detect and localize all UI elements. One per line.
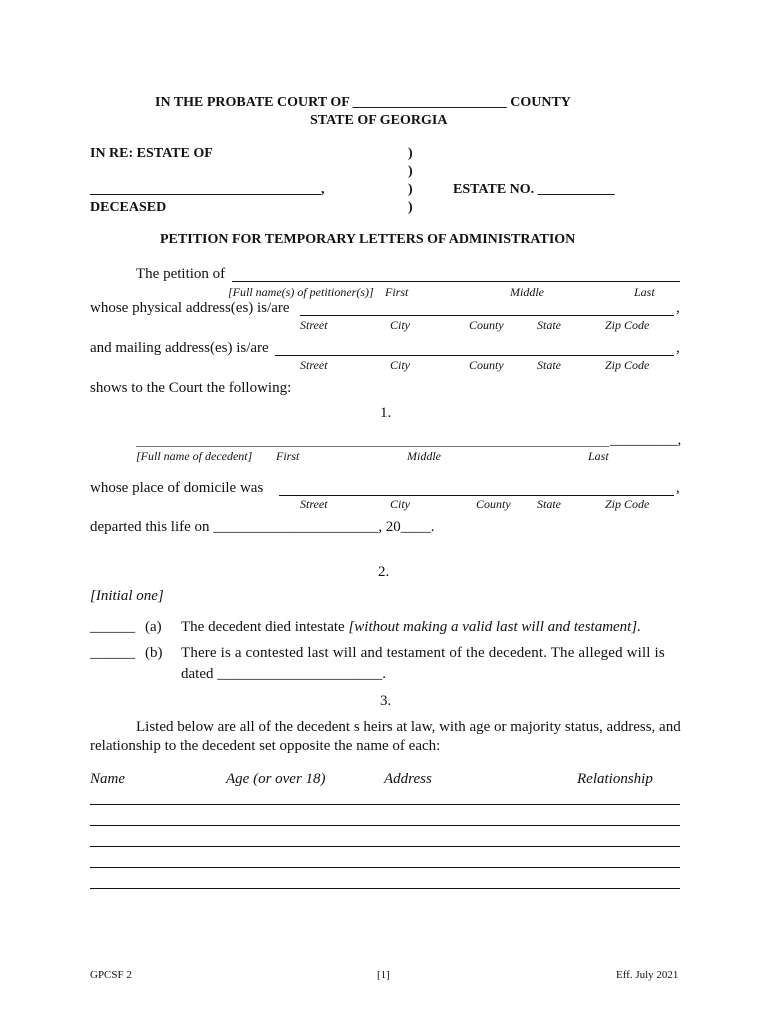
decedent-first-label: First: [276, 449, 300, 463]
court-suffix: COUNTY: [510, 95, 571, 110]
state-heading: STATE OF GEORGIA: [310, 113, 448, 128]
initial-one-instruction: [Initial one]: [90, 588, 164, 604]
heir-row-line[interactable]: [90, 825, 680, 826]
form-id: GPCSF 2: [90, 969, 132, 981]
decedent-name-tail[interactable]: _________,: [610, 432, 682, 448]
petitioner-name-field[interactable]: [232, 281, 680, 282]
estate-no-blank[interactable]: ___________: [537, 182, 615, 197]
physical-address-comma: ,: [676, 300, 680, 316]
domicile-city-label: City: [390, 497, 410, 511]
mailing-city-label: City: [390, 358, 410, 372]
option-b-initial-blank[interactable]: ______: [90, 645, 135, 661]
section-3-number: 3.: [380, 693, 392, 709]
column-name: Name: [90, 771, 125, 787]
physical-zip-label: Zip Code: [605, 318, 650, 332]
heir-row-line[interactable]: [90, 867, 680, 868]
mailing-county-label: County: [469, 358, 504, 372]
heir-row-line[interactable]: [90, 846, 680, 847]
caption-paren: ): [408, 164, 413, 179]
domicile-lead: whose place of domicile was: [90, 480, 264, 496]
caption-paren: ): [408, 182, 413, 197]
section-1-number: 1.: [380, 405, 392, 421]
court-prefix: IN THE PROBATE COURT OF: [155, 95, 350, 110]
mailing-address-comma: ,: [676, 340, 680, 356]
column-relationship: Relationship: [577, 771, 653, 787]
mailing-state-label: State: [537, 358, 561, 372]
estate-no-label: ESTATE NO.: [453, 182, 535, 197]
petitioner-sub-label: [Full name(s) of petitioner(s)]: [228, 285, 374, 299]
option-a-italic-note: [without making a valid last will and testament].: [348, 619, 641, 635]
option-a-statement: The decedent died intestate: [181, 619, 345, 635]
column-address: Address: [384, 771, 432, 787]
document-title: PETITION FOR TEMPORARY LETTERS OF ADMINISTRATION: [160, 232, 576, 247]
section-2-number: 2.: [378, 564, 390, 580]
petitioner-middle-label: Middle: [510, 285, 544, 299]
heirs-paragraph-line-1: Listed below are all of the decedent s heirs at law, with age or majority status, address, and: [136, 719, 681, 735]
mailing-address-field[interactable]: [275, 355, 674, 356]
court-header: [155, 95, 571, 111]
decedent-sub-label: [Full name of decedent]: [136, 449, 253, 463]
domicile-zip-label: Zip Code: [605, 497, 650, 511]
option-a-label: (a): [145, 619, 162, 635]
physical-address-field[interactable]: [300, 315, 674, 316]
domicile-street-label: Street: [300, 497, 328, 511]
departed-this-life[interactable]: departed this life on ______________________, 20____.: [90, 519, 435, 535]
decedent-last-label: Last: [588, 449, 609, 463]
physical-street-label: Street: [300, 318, 328, 332]
physical-address-lead: whose physical address(es) is/are: [90, 300, 290, 316]
mailing-address-lead: and mailing address(es) is/are: [90, 340, 269, 356]
decedent-name-field[interactable]: [136, 446, 609, 447]
physical-state-label: State: [537, 318, 561, 332]
column-age: Age (or over 18): [226, 771, 326, 787]
physical-county-label: County: [469, 318, 504, 332]
effective-date: Eff. July 2021: [616, 969, 679, 981]
mailing-zip-label: Zip Code: [605, 358, 650, 372]
shows-to-court: shows to the Court the following:: [90, 380, 292, 396]
petitioner-first-label: First: [385, 285, 409, 299]
domicile-field[interactable]: [279, 495, 674, 496]
caption-paren: ): [408, 200, 413, 215]
heirs-paragraph-line-2: relationship to the decedent set opposite the name of each:: [90, 738, 441, 754]
option-a-text: [181, 619, 641, 636]
option-b-text: There is a contested last will and testament of the decedent. The alleged will is: [181, 645, 665, 661]
page-number: [1]: [377, 969, 390, 981]
county-blank[interactable]: ______________________: [352, 95, 507, 110]
heir-row-line[interactable]: [90, 888, 680, 889]
estate-number: [453, 182, 615, 198]
petitioner-last-label: Last: [634, 285, 655, 299]
physical-city-label: City: [390, 318, 410, 332]
will-dated-line[interactable]: dated ______________________.: [181, 666, 386, 682]
caption-paren: ): [408, 146, 413, 161]
mailing-street-label: Street: [300, 358, 328, 372]
heir-row-line[interactable]: [90, 804, 680, 805]
petitioner-lead: The petition of: [136, 266, 226, 282]
in-re-estate-label: IN RE: ESTATE OF: [90, 146, 213, 161]
domicile-county-label: County: [476, 497, 511, 511]
deceased-label: DECEASED: [90, 200, 167, 215]
domicile-comma: ,: [676, 480, 680, 496]
option-a-initial-blank[interactable]: ______: [90, 619, 135, 635]
option-b-label: (b): [145, 645, 163, 661]
decedent-middle-label: Middle: [407, 449, 441, 463]
decedent-name-line[interactable]: _________________________________,: [90, 182, 325, 197]
domicile-state-label: State: [537, 497, 561, 511]
